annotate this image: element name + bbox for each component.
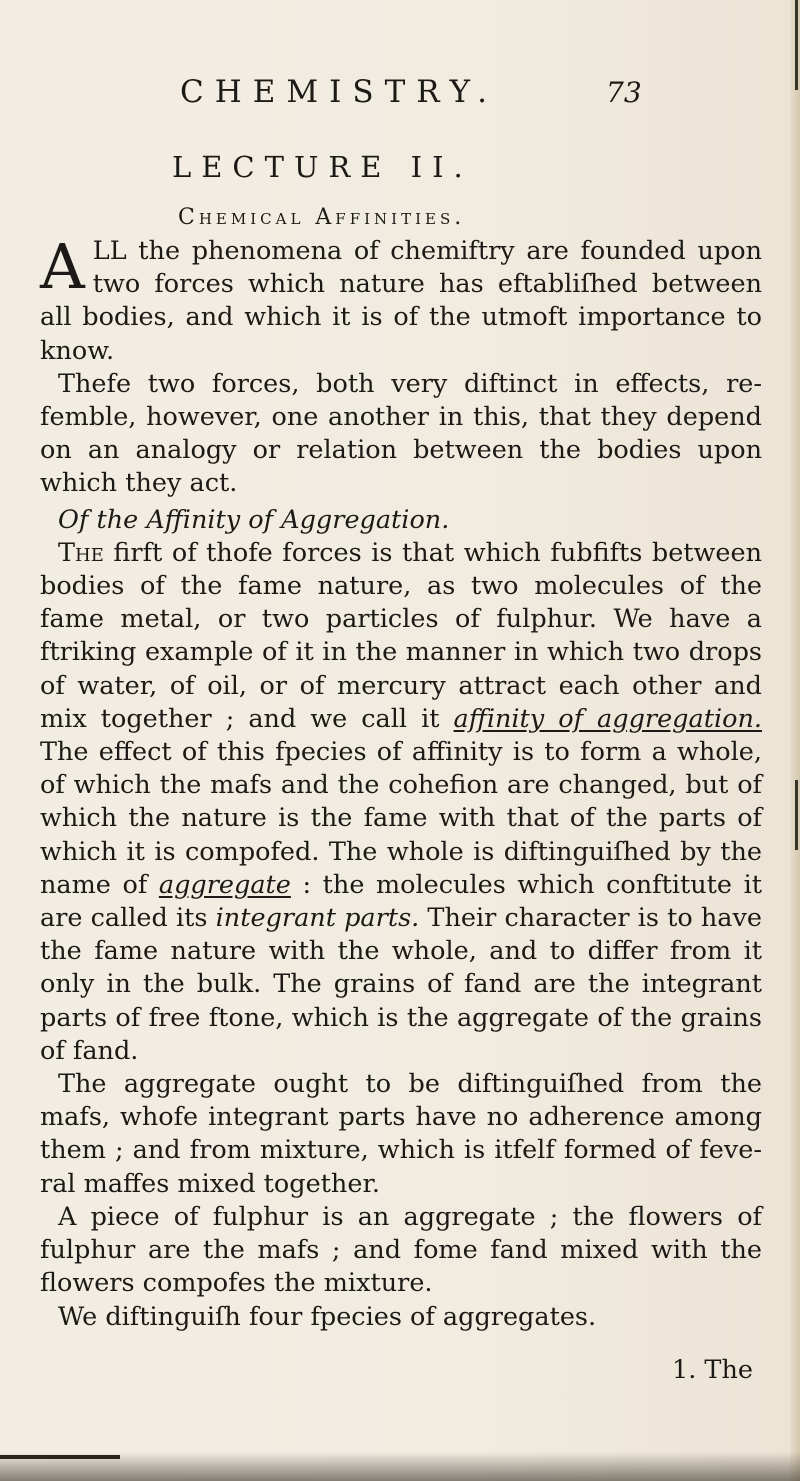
page-bottom-shadow (0, 1452, 800, 1481)
page-number: 73 (606, 76, 642, 109)
paragraph-text: firft of thofe forces is that which fubfifts between bodies of the fame nature, as two molecules of the fame metal, or two particles of fulphur. We have a ftriking example of it in the manner in which two drops of water, of oil, or of mercury attract each other and mix together ; and we call it (40, 537, 762, 734)
italic-term: aggregate (158, 869, 291, 900)
drop-cap: A (40, 230, 85, 303)
paragraph (40, 230, 762, 368)
section-heading (40, 504, 762, 537)
paragraph-text: : the molecules which conftitute it are called its (40, 869, 762, 934)
paragraph: Thefe two forces, both very diftinct in effects, refemble, however, one another in this, that they depend on an analogy or relation between the bodies upon which they act. (40, 368, 762, 499)
page-bottom-rule (0, 1455, 120, 1459)
body-text (40, 230, 762, 1334)
paragraph (40, 537, 762, 1068)
paragraph-text: Their character is to have the fame nature with the whole, and to differ from it only in the bulk. The grains of fand are the integrant parts of free ftone, which is the aggregate of the grains of fand. (40, 903, 762, 1066)
lecture-title: LECTURE II. (172, 150, 473, 184)
page-edge (790, 0, 800, 1481)
italic-term: affinity of aggregation. (453, 703, 762, 734)
paragraph: We diftinguiſh four fpecies of aggregates. (58, 1301, 597, 1332)
running-header: CHEMISTRY. (180, 74, 498, 110)
scan-edge-mark (795, 0, 798, 90)
paragraph-text: LL the phenomena of chemiftry are founded upon two forces which nature has eftabliſhed between all bodies, and which it is of the utmoft importance to know. (40, 236, 762, 366)
section-heading-text: Of the Affinity of Aggregation. (58, 504, 450, 535)
scan-edge-mark (795, 780, 798, 850)
paragraph: The aggregate ought to be diftinguiſhed from the mafs, whofe integrant parts have no adherence among them ; and from mixture, which is itfelf formed of feveral maffes mixed together. (40, 1069, 762, 1199)
small-caps-lead: The (58, 537, 104, 568)
italic-term: integrant parts. (215, 903, 420, 934)
paragraph: A piece of fulphur is an aggregate ; the flowers of fulphur are the mafs ; and fome fand mixed with the flowers compofes the mixture. (40, 1201, 762, 1299)
paragraph-text: The effect of this fpecies of affinity is to form a whole, of which the mafs and the cohefion are changed, but of which the nature is the fame with that of the parts of which it is compofed. The whole is diftinguiſhed by the name of (40, 737, 762, 900)
catchword: 1. The (672, 1355, 753, 1385)
section-title: Chemical Affinities. (178, 205, 466, 230)
